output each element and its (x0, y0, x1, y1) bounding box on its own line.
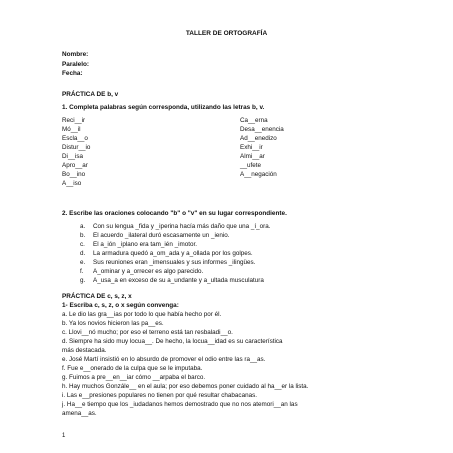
list-item: El a_ión _iplano era tam_ién _imotor. (93, 241, 197, 248)
word-item-left: Bo__ino (62, 171, 86, 178)
word-item-right: __ufete (240, 162, 262, 169)
word-item-right: Desa__enencia (240, 126, 284, 133)
list-marker: g. (80, 277, 86, 284)
list-item: Con su lengua _fida y _iperina hacía más daño que una _í_ora. (93, 223, 271, 230)
word-item-left: Mó__il (62, 126, 81, 133)
exercise-line: i. Las e__presiones populares no tienen por qué resultar chabacanas. (62, 392, 257, 399)
exercise-line: e. José Martí insistió en lo absurdo de promover el odio entre las ra__as. (62, 356, 266, 363)
field-paralelo: Paralelo: (62, 61, 89, 68)
exercise-line: más destacada. (62, 347, 107, 354)
exercise-line: d. Siempre ha sido muy locua__. De hecho, la locua__idad es su característica (62, 338, 283, 345)
word-item-right: Ca__erna (240, 117, 268, 124)
word-item-right: Ad__enedizo (240, 135, 277, 142)
exercise-line: g. Fuimos a pre__en__iar cómo __arpaba el barco. (62, 374, 206, 381)
field-nombre: Nombre: (62, 51, 89, 58)
list-marker: e. (80, 259, 86, 266)
list-item: A_usa_a en exceso de su a_undante y a_ultada musculatura (93, 277, 264, 284)
page-number: 1 (62, 433, 66, 439)
list-marker: a. (80, 223, 86, 230)
list-marker: b. (80, 232, 86, 239)
list-marker: d. (80, 250, 86, 257)
word-item-left: Distur__io (62, 144, 91, 151)
word-item-left: Reci__ir (62, 117, 86, 124)
list-marker: c. (80, 241, 85, 248)
exercise-line: h. Hay muchos Gonzále__ en el aula; por eso debemos poner cuidado al ha__er la lista. (62, 383, 309, 390)
word-item-right: Almi__ar (240, 153, 265, 160)
word-item-left: A__iso (62, 180, 82, 187)
exercise-line: f. Fue e__onerado de la culpa que se le imputaba. (62, 365, 203, 372)
list-marker: f. (80, 268, 84, 275)
word-item-left: Di__isa (62, 153, 83, 160)
document-title: TALLER DE ORTOGRAFÍA (185, 30, 268, 37)
word-item-left: Apro__ar (62, 162, 88, 169)
exercise-line: amena__as. (62, 410, 97, 417)
word-item-right: Exhi__ir (240, 144, 263, 151)
word-item-left: Escla__o (62, 135, 88, 142)
field-fecha: Fecha: (62, 70, 83, 77)
exercise-line: b. Ya los novios hicieron las pa__es. (62, 320, 164, 327)
list-item: La armadura quedó a_om_ada y a_ollada por los golpes. (93, 250, 253, 257)
list-item: Sus reuniones eran _imensuales y sus informes _ilingües. (93, 259, 256, 266)
exercise-line: a. Le dio las gra__ias por todo lo que había hecho por él. (62, 311, 222, 318)
section-bv-instruction: 1. Completa palabras según corresponda, utilizando las letras b, v. (62, 104, 265, 111)
section-bv-instruction-2: 2. Escribe las oraciones colocando "b" o "v" en su lugar correspondiente. (62, 210, 287, 217)
exercise-line: j. Ha__e tiempo que los _iudadanos hemos demostrado que no nos atemori__an las (62, 401, 298, 408)
section-cszx-heading: PRÁCTICA DE c, s, z, x (62, 293, 132, 300)
list-item: El acuerdo _ilateral duró escasamente un _ienio. (93, 232, 230, 239)
word-item-right: A__negación (240, 171, 277, 178)
section-cszx-instruction: 1- Escriba c, s, z, o x según convenga: (62, 302, 179, 309)
section-bv-heading: PRÁCTICA DE b, v (62, 91, 119, 98)
exercise-line: c. Llovi__nó mucho; por eso el terreno está tan resbaladi__o. (62, 329, 233, 336)
list-item: A_ominar y a_orrecer es algo parecido. (93, 268, 204, 275)
